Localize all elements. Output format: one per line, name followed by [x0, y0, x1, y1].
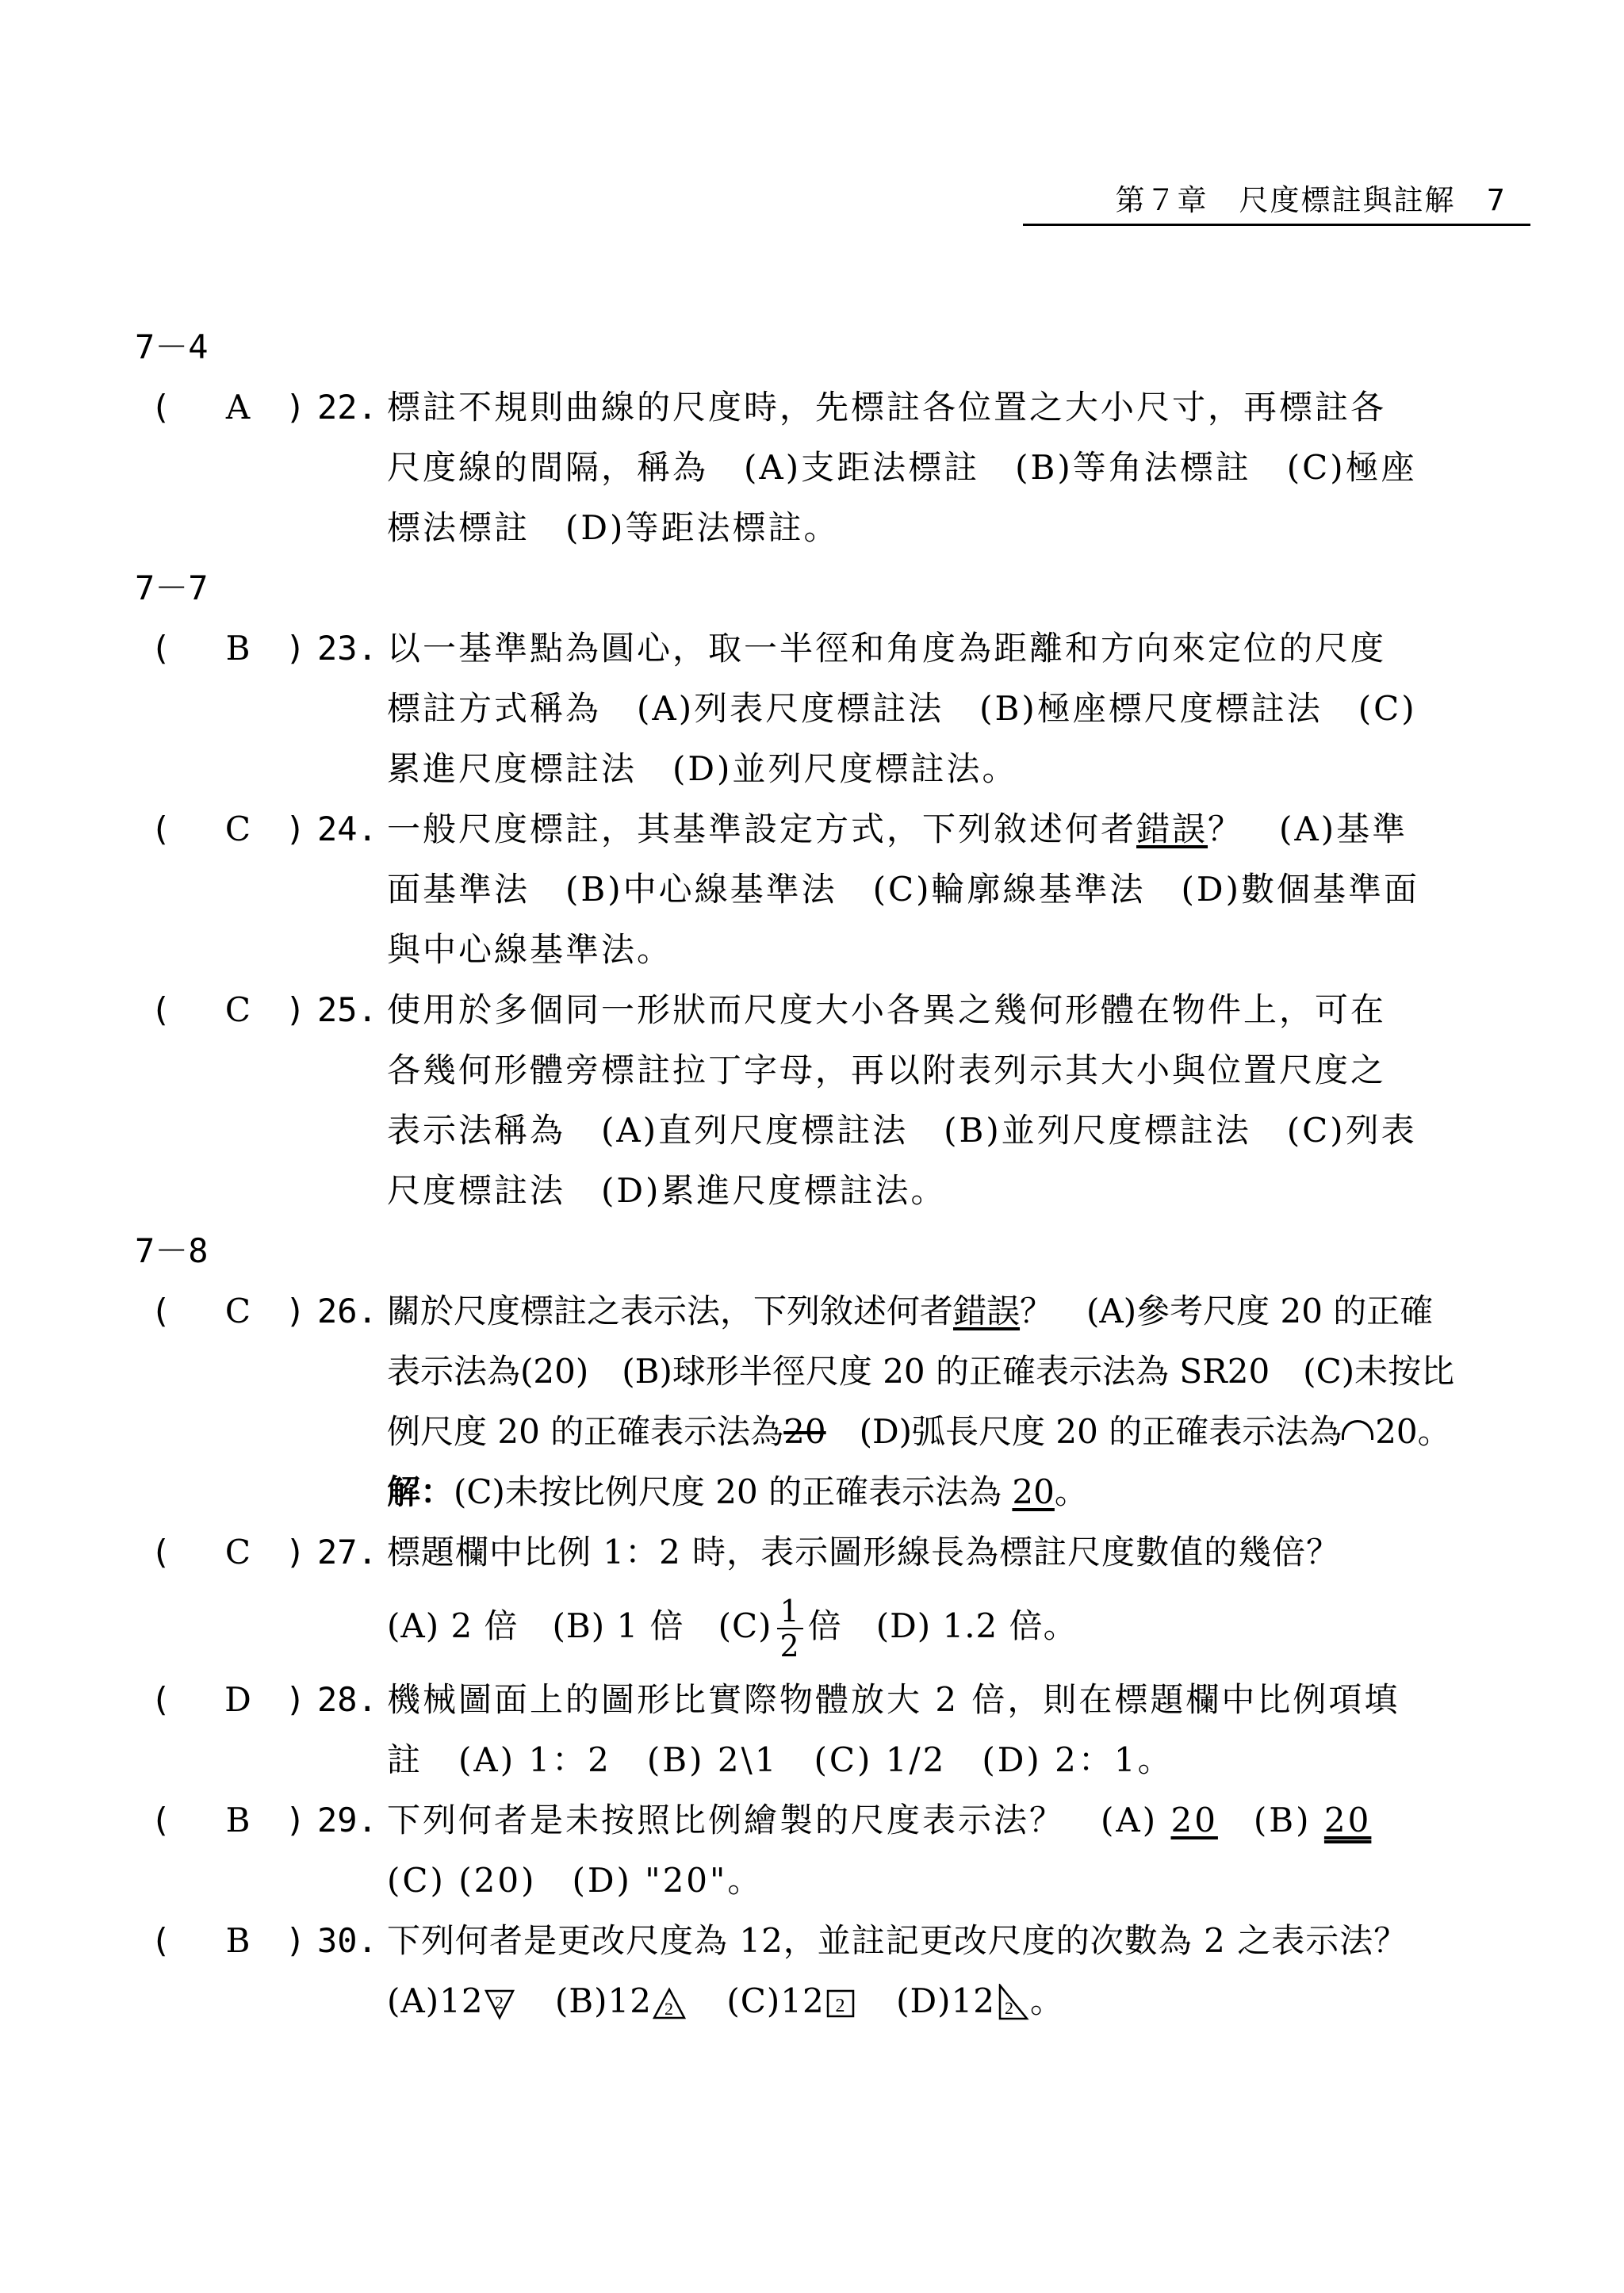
- svg-text:2: 2: [494, 1992, 504, 2012]
- question-text: 標題欄中比例 1：2 時，表示圖形線長為標註尺度數值的幾倍？: [387, 1533, 1341, 1571]
- question-text: 表示法為(20) (B)球形半徑尺度 20 的正確表示法為 SR20 (C)未按比: [387, 1352, 1455, 1391]
- question-text: 尺度標註法 (D)累進尺度標註法。: [387, 1171, 947, 1210]
- question-text: 累進尺度標註法 (D)並列尺度標註法。: [387, 749, 1018, 788]
- arc-symbol-icon: [1342, 1420, 1373, 1440]
- question-26: ( C ) 26. 關於尺度標註之表示法，下列敘述何者錯誤？ (A)參考尺度 20 的正確 表示法為(20) (B)球形半徑尺度 20 的正確表示法為 SR20 (C)未按比 例尺度 20 的正確表示法為20 (D)弧長尺度 20 的正確表示法為 20。 解：(C)未按比例尺度 20 的正確表示法為 20。: [135, 1281, 1491, 1522]
- question-number: 24.: [317, 810, 377, 848]
- question-number: 23.: [317, 629, 377, 668]
- question-text: 標註方式稱為 (A)列表尺度標註法 (B)極座標尺度標註法 (C): [387, 689, 1417, 728]
- question-number: 30.: [317, 1921, 377, 1960]
- question-text: 使用於多個同一形狀而尺度大小各異之幾何形體在物件上，可在: [387, 990, 1387, 1029]
- underlined-keyword: 錯誤: [953, 1292, 1021, 1330]
- question-number: 26.: [317, 1292, 377, 1330]
- question-number: 25.: [317, 990, 377, 1029]
- question-list: [135, 317, 1491, 2031]
- question-24: ( C ) 24. 一般尺度標註，其基準設定方式，下列敘述何者錯誤？ (A)基準 面基準法 (B)中心線基準法 (C)輪廓線基準法 (D)數個基準面 與中心線基準法。: [135, 799, 1491, 980]
- question-text: 下列何者是未按照比例繪製的尺度表示法？ (A) 20 (B) 20: [387, 1801, 1372, 1839]
- question-text: 一般尺度標註，其基準設定方式，下列敘述何者錯誤？ (A)基準: [387, 810, 1408, 848]
- section-heading: 7－4: [135, 327, 209, 366]
- question-text: 各幾何形體旁標註拉丁字母，再以附表列示其大小與位置尺度之: [387, 1051, 1387, 1089]
- struck-value: 20: [783, 1412, 826, 1451]
- question-number: 22.: [317, 388, 377, 427]
- question-text: 例尺度 20 的正確表示法為20 (D)弧長尺度 20 的正確表示法為 20。: [387, 1412, 1451, 1451]
- question-text: 機械圖面上的圖形比實際物體放大 2 倍，則在標題欄中比例項填: [387, 1680, 1400, 1719]
- solution-text: 解：(C)未按比例尺度 20 的正確表示法為 20。: [387, 1472, 1088, 1511]
- double-underlined-value: 20: [1323, 1801, 1372, 1839]
- question-number: 27.: [317, 1533, 377, 1571]
- question-number: 28.: [317, 1680, 377, 1719]
- inverted-triangle-revision-icon: [484, 1986, 515, 2021]
- triangle-revision-icon: [652, 1986, 687, 2021]
- answer: A: [225, 388, 251, 427]
- question-23: ( B ) 23. 以一基準點為圓心，取一半徑和角度為距離和方向來定位的尺度 標註方式稱為 (A)列表尺度標註法 (B)極座標尺度標註法 (C) 累進尺度標註法 (D)並列尺度標註法。: [135, 618, 1491, 799]
- section-heading: 7－7: [135, 568, 209, 607]
- question-30: ( B ) 30. 下列何者是更改尺度為 12，並註記更改尺度的次數為 2 之表示法？ (A)12 2 (B)12 2 (C)12 2 (D)12 2 。: [135, 1911, 1491, 2031]
- question-22: ( A ) 22. 標註不規則曲線的尺度時，先標註各位置之大小尺寸，再標註各 尺度線的間隔，稱為 (A)支距法標註 (B)等角法標註 (C)極座 標法標註 (D)等距法標註。: [135, 377, 1491, 558]
- question-text: 註 (A) 1：2 (B) 2\1 (C) 1/2 (D) 2：1。: [387, 1740, 1174, 1779]
- page-header: [1023, 176, 1530, 226]
- chapter-title: 第７章 尺度標註與註解 7: [1115, 183, 1507, 217]
- question-text: 與中心線基準法。: [387, 930, 673, 969]
- svg-text:2: 2: [1004, 1998, 1014, 2018]
- underlined-keyword: 錯誤: [1136, 810, 1208, 848]
- svg-text:2: 2: [835, 1996, 846, 2016]
- fraction: $\frac{1}{2}$: [777, 1594, 803, 1663]
- question-text: 關於尺度標註之表示法，下列敘述何者錯誤？ (A)參考尺度 20 的正確: [387, 1292, 1434, 1330]
- underlined-value: 20: [1012, 1472, 1055, 1511]
- svg-text:2: 2: [665, 1999, 674, 2019]
- answer: B: [225, 629, 251, 668]
- answer: C: [224, 1533, 251, 1571]
- question-text: (A) 2 倍 (B) 1 倍 (C) $\frac{1}{2}$ 倍 (D) 1.2 倍。: [387, 1594, 1078, 1663]
- question-29: ( B ) 29. 下列何者是未按照比例繪製的尺度表示法？ (A) 20 (B) 20 (C) (20) (D) "20"。: [135, 1790, 1491, 1911]
- square-revision-icon: [825, 1986, 856, 2021]
- question-options: (A)12 2 (B)12 2 (C)12 2 (D)12 2 。: [387, 1971, 1491, 2031]
- question-text: 尺度線的間隔，稱為 (A)支距法標註 (B)等角法標註 (C)極座: [387, 448, 1417, 487]
- question-27: ( C ) 27. 標題欄中比例 1：2 時，表示圖形線長為標註尺度數值的幾倍？ (A) 2 倍 (B) 1 倍 (C) $\frac{1}{2}$ 倍 (D) 1.2 倍。: [135, 1522, 1491, 1670]
- answer: C: [224, 1292, 251, 1330]
- question-text: 表示法稱為 (A)直列尺度標註法 (B)並列尺度標註法 (C)列表: [387, 1111, 1417, 1150]
- section-heading: 7－8: [135, 1231, 209, 1270]
- solution-label: 解：: [387, 1472, 454, 1511]
- question-text: 下列何者是更改尺度為 12，並註記更改尺度的次數為 2 之表示法？: [387, 1921, 1408, 1960]
- answer: D: [224, 1680, 251, 1719]
- question-text: 標法標註 (D)等距法標註。: [387, 508, 840, 547]
- answer: B: [225, 1801, 251, 1839]
- question-25: ( C ) 25. 使用於多個同一形狀而尺度大小各異之幾何形體在物件上，可在 各幾何形體旁標註拉丁字母，再以附表列示其大小與位置尺度之 表示法稱為 (A)直列尺度標註法 (B)並列尺度標註法 (C)列表 尺度標註法 (D)累進尺度標註法。: [135, 980, 1491, 1221]
- question-text: 標註不規則曲線的尺度時，先標註各位置之大小尺寸，再標註各: [387, 388, 1387, 427]
- underlined-value: 20: [1170, 1801, 1218, 1839]
- right-triangle-revision-icon: [995, 1984, 1030, 2023]
- answer: C: [224, 810, 251, 848]
- question-28: ( D ) 28. 機械圖面上的圖形比實際物體放大 2 倍，則在標題欄中比例項填 註 (A) 1：2 (B) 2\1 (C) 1/2 (D) 2：1。: [135, 1670, 1491, 1790]
- answer: C: [224, 990, 251, 1029]
- question-text: 面基準法 (B)中心線基準法 (C)輪廓線基準法 (D)數個基準面: [387, 870, 1419, 909]
- question-text: (C) (20) (D) "20"。: [387, 1861, 764, 1900]
- answer: B: [225, 1921, 251, 1960]
- question-text: 以一基準點為圓心，取一半徑和角度為距離和方向來定位的尺度: [387, 629, 1387, 668]
- question-number: 29.: [317, 1801, 377, 1839]
